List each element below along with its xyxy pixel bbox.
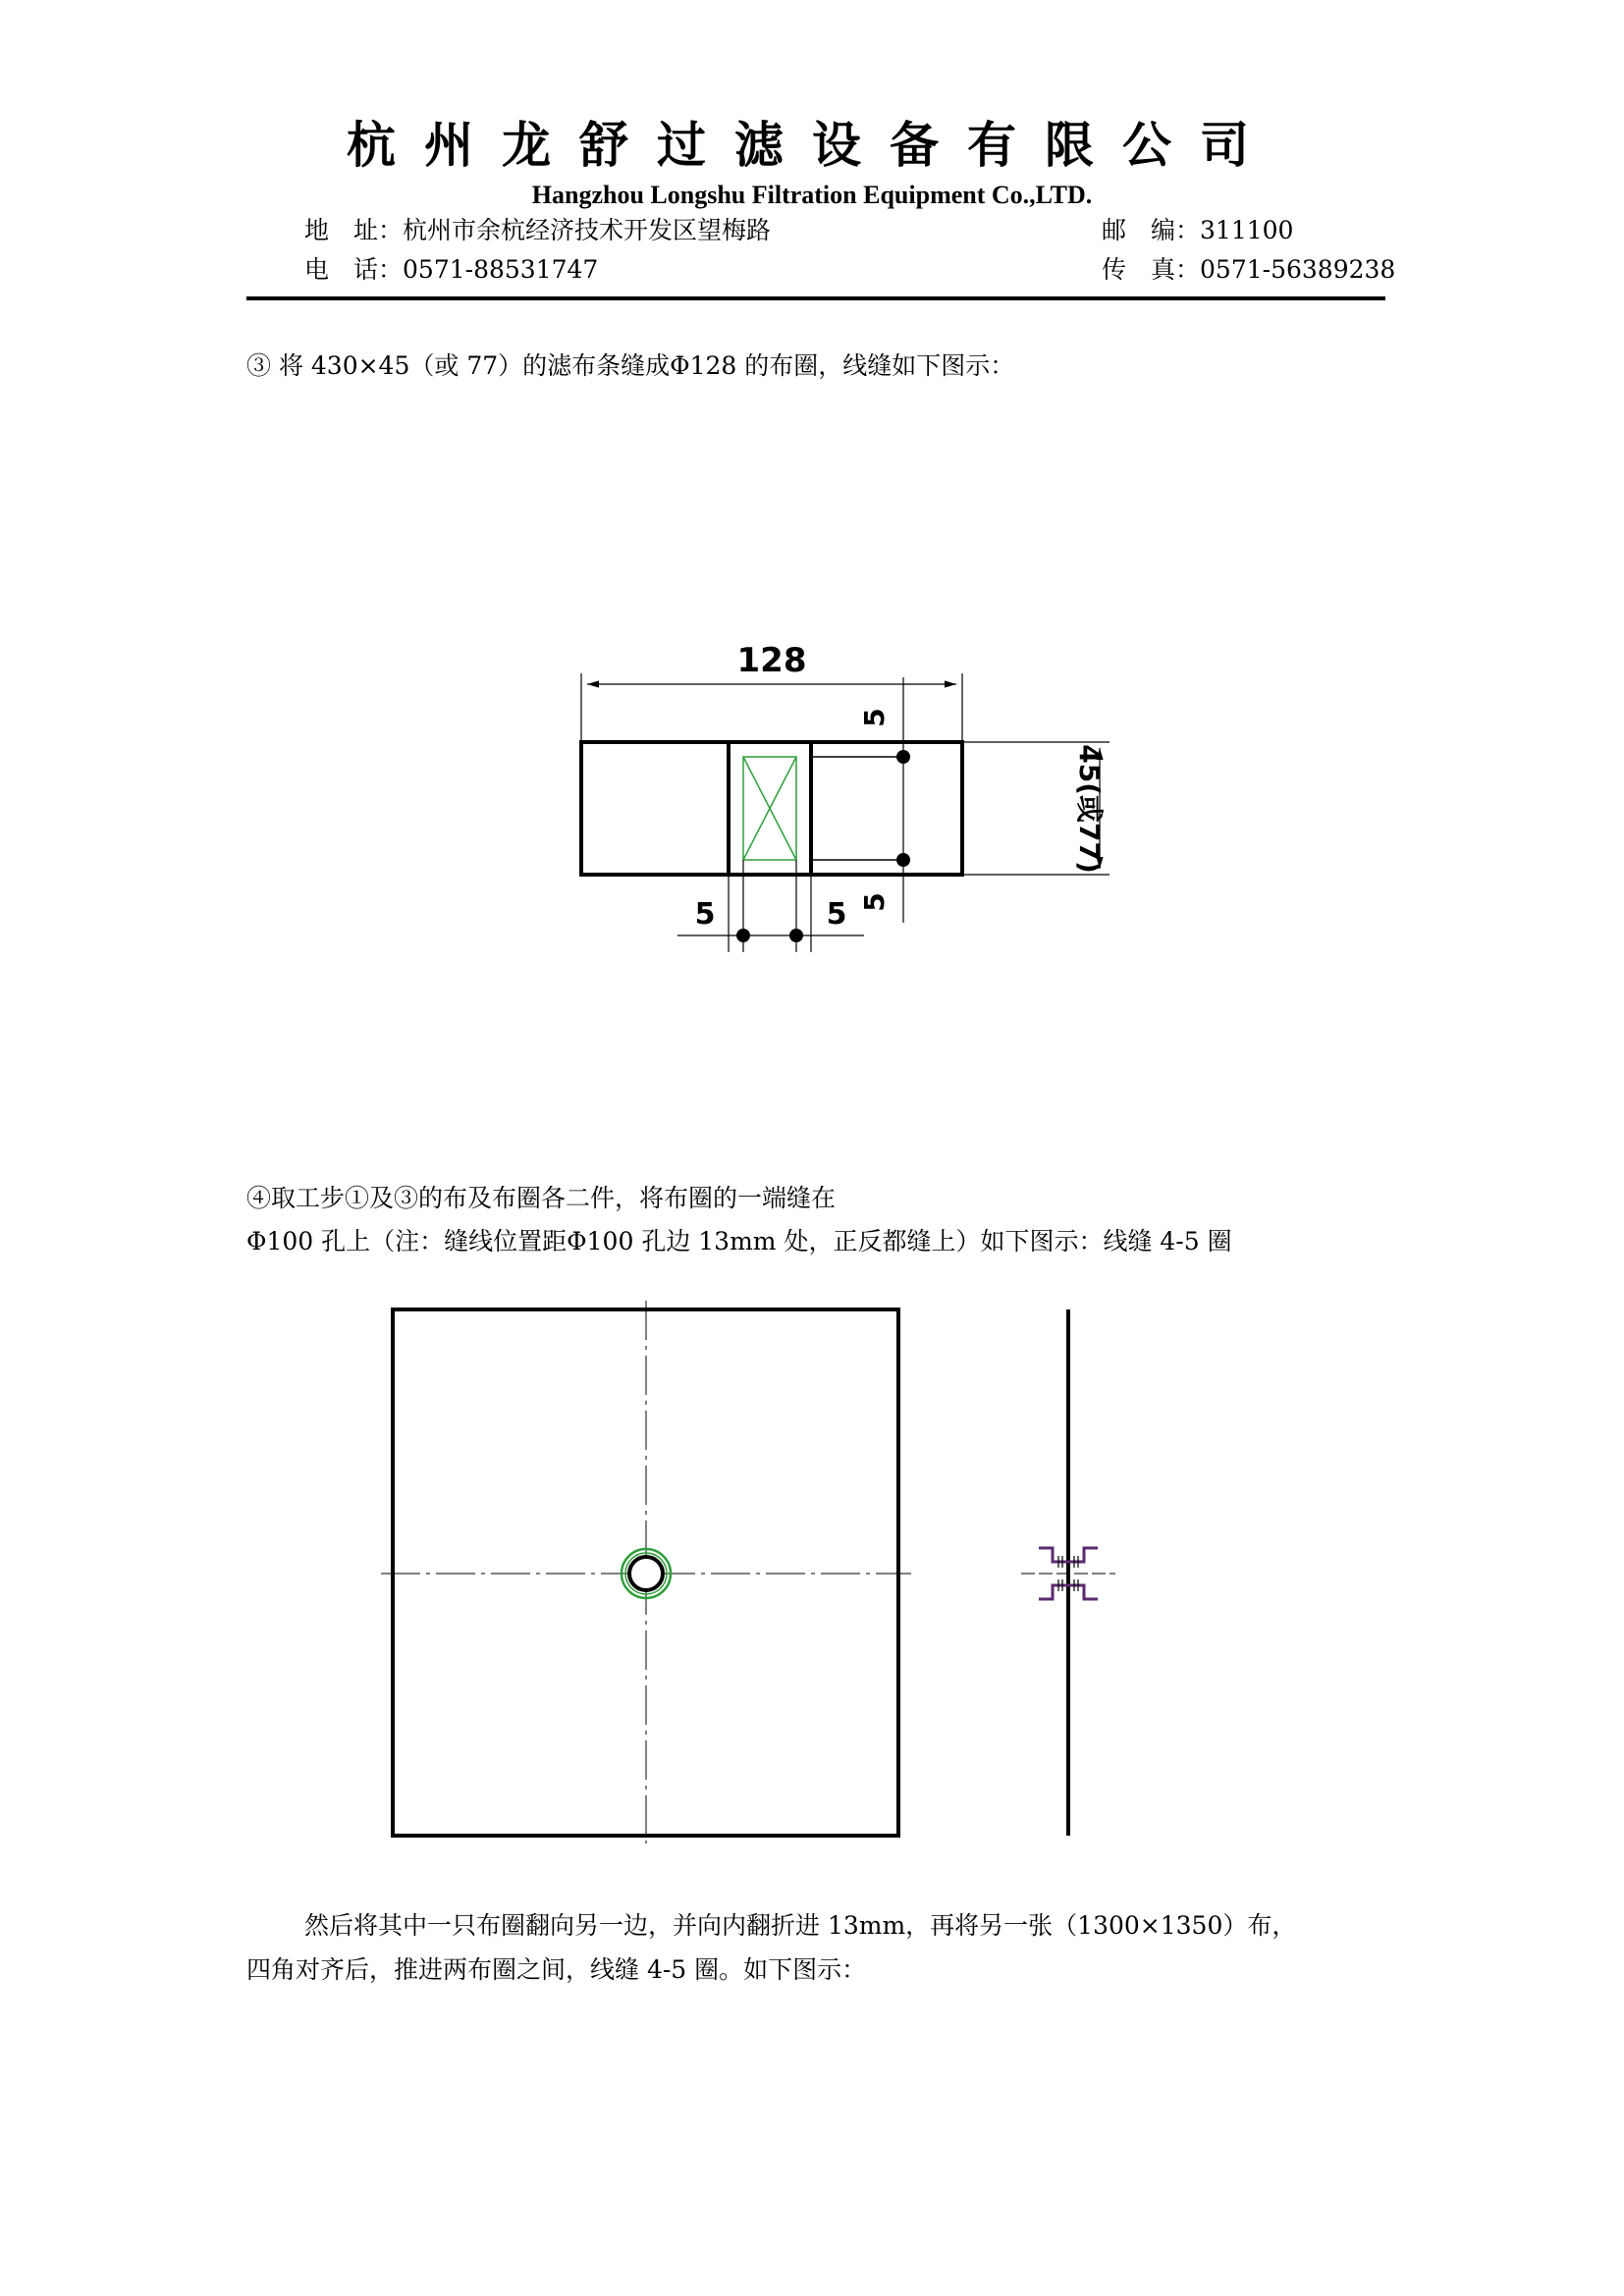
hole <box>629 1557 663 1590</box>
address-value: 杭州市余杭经济技术开发区望梅路 <box>403 216 772 244</box>
phone-value: 0571-88531747 <box>403 255 599 284</box>
step4-line1: ④取工步①及③的布及布圈各二件，将布圈的一端缝在 <box>246 1184 837 1212</box>
dim-right-offset-label: 5 <box>826 897 847 932</box>
dim-point <box>736 929 750 942</box>
dim-bottom-offset-label: 5 <box>858 892 891 912</box>
dim-width-label: 128 <box>736 641 807 680</box>
cloth-hole-diagram <box>373 1296 1139 1845</box>
dim-left-offset-label: 5 <box>694 897 716 932</box>
fax-label: 传 真： <box>1102 255 1201 284</box>
step3-text: ③ 将 430×45（或 77）的滤布条缝成Φ128 的布圈，线缝如下图示： <box>246 351 1015 380</box>
address-label: 地 址： <box>304 216 404 244</box>
postcode-line <box>1102 216 1293 245</box>
company-name-en: Hangzhou Longshu Filtration Equipment Co.,LTD. <box>531 181 1093 209</box>
postcode-label: 邮 编： <box>1102 216 1201 244</box>
closing-line2: 四角对齐后，推进两布圈之间，线缝 4-5 圈。如下图示： <box>246 1955 867 1984</box>
company-name-cn: 杭州龙舒过滤设备有限公司 <box>347 117 1277 174</box>
dim-point <box>789 929 803 942</box>
phone-label: 电 话： <box>304 255 404 284</box>
phone-line <box>304 255 598 285</box>
dim-top-offset-label: 5 <box>858 708 891 727</box>
fax-value: 0571-56389238 <box>1200 255 1396 284</box>
stitch-box <box>743 757 796 860</box>
step4-line2: Φ100 孔上（注：缝线位置距Φ100 孔边 13mm 处，正反都缝上）如下图示：线缝 4-5 圈 <box>246 1227 1232 1255</box>
header-divider <box>246 296 1385 300</box>
fax-line <box>1102 255 1395 285</box>
dim-height-label: 45(或77) <box>1073 744 1106 874</box>
closing-line1: 然后将其中一只布圈翻向另一边，并向内翻折进 13mm，再将另一张（1300×1350）布， <box>304 1911 1297 1940</box>
strip-stitch-diagram <box>550 628 1139 962</box>
postcode-value: 311100 <box>1200 216 1294 244</box>
address-line <box>304 216 771 245</box>
